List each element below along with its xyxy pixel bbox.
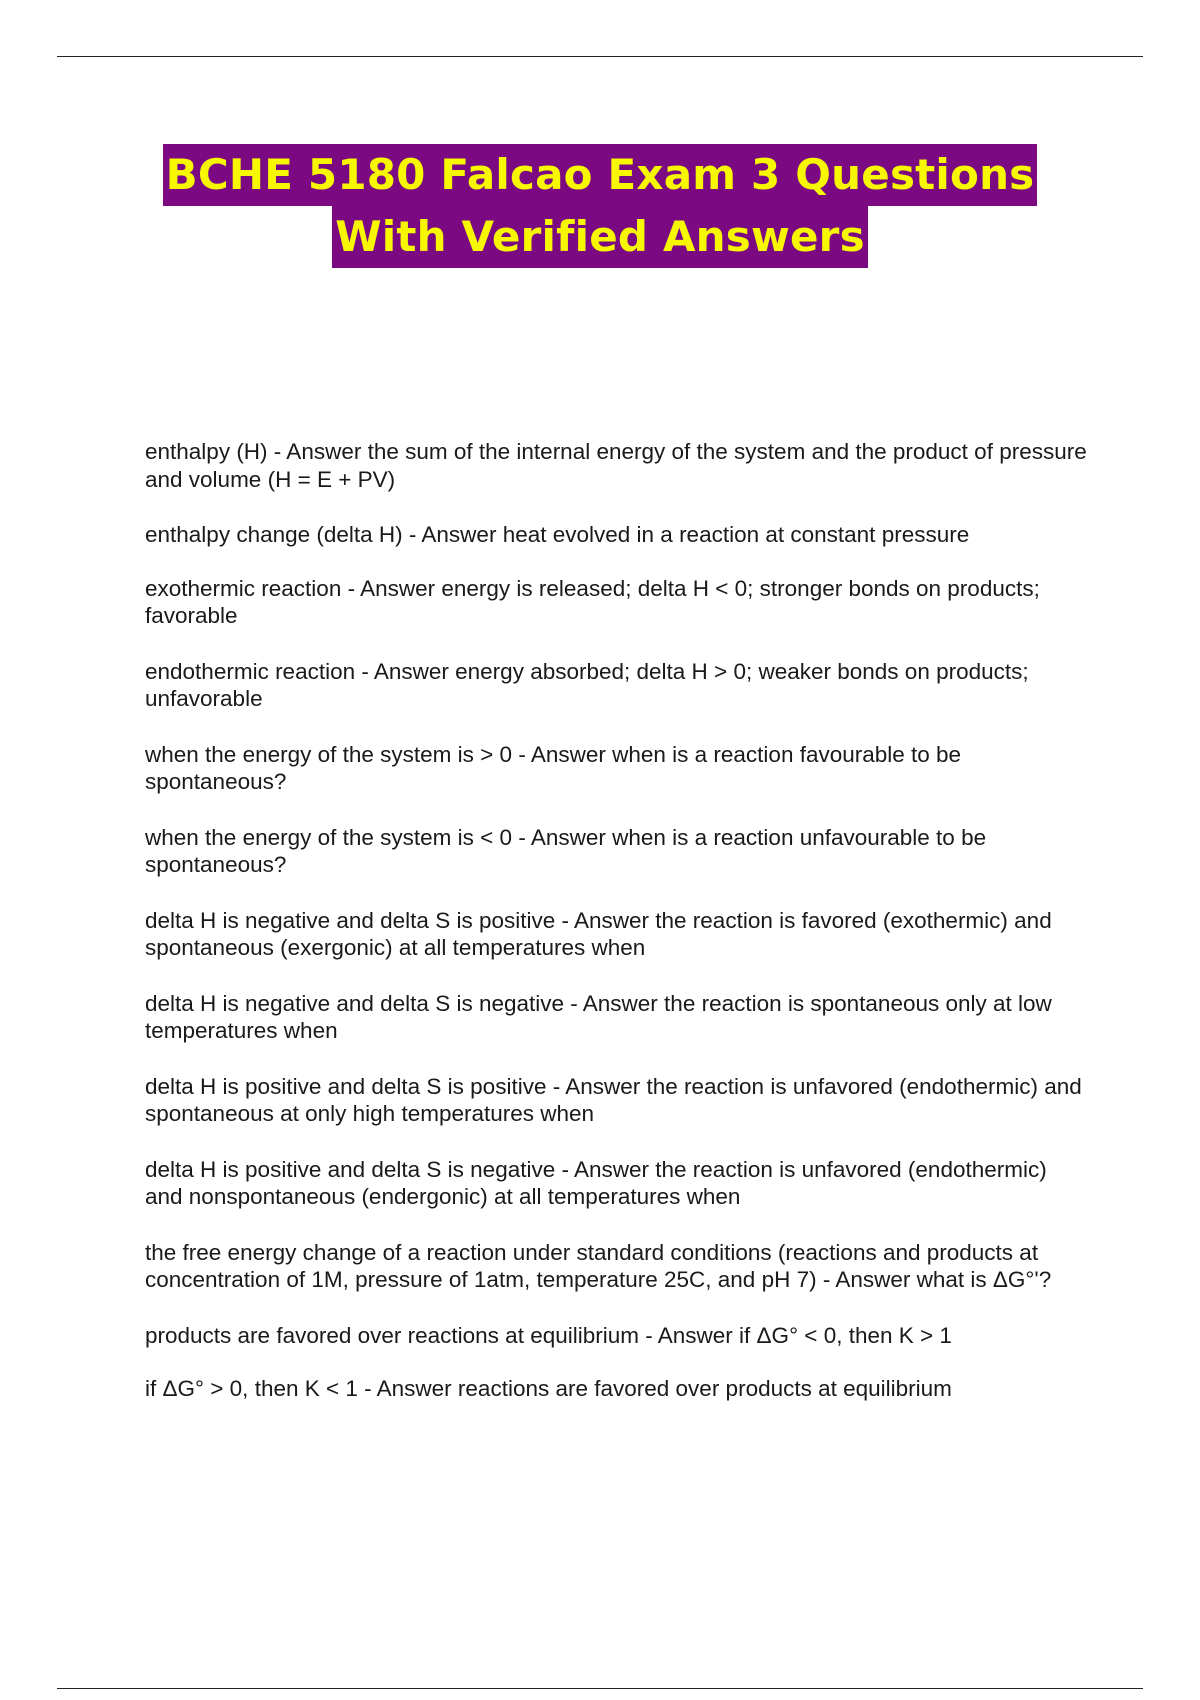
qa-entry-pos-h-pos-s: delta H is positive and delta S is positive - Answer the reaction is unfavored (endothermic) and spontaneous at only high temperatures when: [145, 1073, 1082, 1126]
top-divider: [57, 56, 1143, 57]
qa-entry-neg-h-neg-s: delta H is negative and delta S is negative - Answer the reaction is spontaneous only at low temperatures when: [145, 990, 1052, 1043]
qa-entry-enthalpy-change: enthalpy change (delta H) - Answer heat evolved in a reaction at constant pressure: [145, 522, 970, 547]
qa-entry-unfavourable: when the energy of the system is < 0 - Answer when is a reaction unfavourable to be spontaneous?: [145, 824, 987, 877]
qa-entry-reactions-favored: if ΔG° > 0, then K < 1 - Answer reactions are favored over products at equilibrium: [145, 1376, 952, 1401]
qa-entry-neg-h-pos-s: delta H is negative and delta S is positive - Answer the reaction is favored (exothermic) and spontaneous (exergonic) at all temperatures when: [145, 907, 1052, 960]
qa-entry-enthalpy: enthalpy (H) - Answer the sum of the internal energy of the system and the product of pressure and volume (H = E + PV): [145, 439, 1087, 492]
qa-entry-pos-h-neg-s: delta H is positive and delta S is negative - Answer the reaction is unfavored (endothermic) and nonspontaneous (endergonic) at all temperatures when: [145, 1156, 1047, 1209]
qa-entry-favourable: when the energy of the system is > 0 - Answer when is a reaction favourable to be spontaneous?: [145, 741, 962, 794]
title-line-2: With Verified Answers: [332, 206, 868, 268]
title-line-1: BCHE 5180 Falcao Exam 3 Questions: [163, 144, 1038, 206]
qa-entry-exothermic: exothermic reaction - Answer energy is released; delta H < 0; stronger bonds on products; favorable: [145, 575, 1040, 628]
qa-entry-products-favored: products are favored over reactions at equilibrium - Answer if ΔG° < 0, then K > 1: [145, 1322, 952, 1348]
qa-list: [145, 438, 1090, 1431]
bottom-divider: [57, 1688, 1143, 1689]
qa-entry-standard-free-energy: the free energy change of a reaction under standard conditions (reactions and products at concentration of 1M, pressure of 1atm, temperature 25C, and pH 7) - Answer what is ΔG°'?: [145, 1239, 1052, 1292]
document-title: [0, 144, 1200, 268]
qa-entry-endothermic: endothermic reaction - Answer energy absorbed; delta H > 0; weaker bonds on products; unfavorable: [145, 658, 1029, 711]
